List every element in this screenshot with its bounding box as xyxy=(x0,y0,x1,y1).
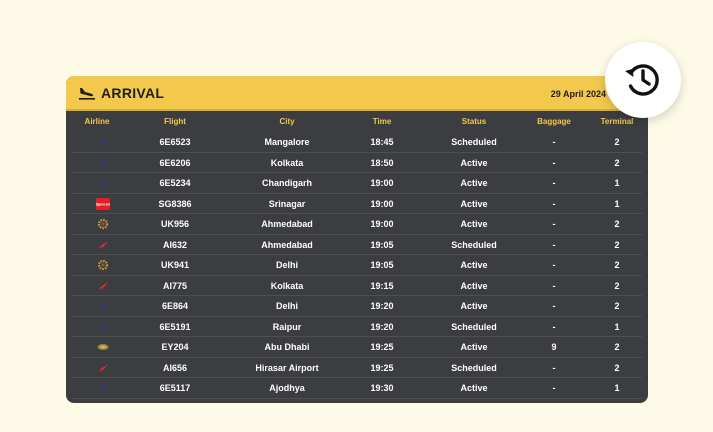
city: Ahmedabad xyxy=(261,219,313,229)
baggage: - xyxy=(552,137,556,147)
terminal: 2 xyxy=(614,362,620,373)
arrival-board xyxy=(66,76,648,403)
baggage: - xyxy=(552,301,556,311)
etihad-logo-icon xyxy=(96,340,110,354)
city: Mangalore xyxy=(264,137,310,147)
city: Delhi xyxy=(275,260,298,270)
spicejet-logo-icon xyxy=(96,197,110,211)
status: Active xyxy=(460,178,488,188)
arrival-time: 19:20 xyxy=(370,321,394,332)
flight-number: 6E5191 xyxy=(159,321,191,332)
city: Abu Dhabi xyxy=(264,342,310,352)
col-flight: Flight xyxy=(164,117,186,126)
baggage: - xyxy=(552,198,556,209)
table-row xyxy=(72,358,642,379)
status: Scheduled xyxy=(451,137,497,147)
arrival-time: 19:00 xyxy=(370,198,394,209)
air-india-logo-icon xyxy=(96,279,110,293)
city: Chandigarh xyxy=(261,178,312,188)
indigo-logo-icon xyxy=(96,156,110,170)
flight-number: 6E6206 xyxy=(159,157,191,168)
flight-number: AI775 xyxy=(162,280,188,291)
col-baggage: Baggage xyxy=(537,117,571,126)
indigo-logo-icon xyxy=(96,135,110,149)
arrival-time: 19:00 xyxy=(370,178,394,188)
baggage: - xyxy=(552,383,556,393)
flight-number: AI632 xyxy=(162,239,188,250)
flight-number: 6E6523 xyxy=(159,137,191,147)
table-row xyxy=(72,276,642,297)
baggage: - xyxy=(552,362,556,373)
table-row xyxy=(72,214,642,235)
city: Kolkata xyxy=(270,157,304,168)
table-row xyxy=(72,255,642,276)
arrival-time: 18:45 xyxy=(370,137,394,147)
flight-number: AI656 xyxy=(162,362,188,373)
baggage: - xyxy=(552,260,556,270)
air-india-logo-icon xyxy=(96,238,110,252)
table-row xyxy=(72,132,642,153)
indigo-logo-icon xyxy=(96,299,110,313)
air-india-logo-icon xyxy=(96,361,110,375)
terminal: 2 xyxy=(614,301,620,311)
flight-number: SG8386 xyxy=(158,198,192,209)
col-city: City xyxy=(279,117,295,126)
arrival-time: 19:30 xyxy=(370,383,394,393)
arrival-time: 19:00 xyxy=(370,219,394,229)
city: Ahmedabad xyxy=(261,239,313,250)
table-row xyxy=(72,194,642,215)
status: Active xyxy=(460,157,488,168)
arrival-time: 18:50 xyxy=(370,157,394,168)
baggage: - xyxy=(552,321,556,332)
col-status: Status xyxy=(461,117,487,126)
terminal: 1 xyxy=(614,383,620,393)
flight-number: 6E5234 xyxy=(159,178,191,188)
arrival-time: 19:05 xyxy=(370,239,394,250)
table-row xyxy=(72,153,642,174)
table-row xyxy=(72,235,642,256)
arrival-time: 19:05 xyxy=(370,260,394,270)
flight-number: 6E864 xyxy=(161,301,189,311)
col-airline: Airline xyxy=(84,117,110,126)
table-row xyxy=(72,317,642,338)
city: Hirasar Airport xyxy=(255,362,319,373)
terminal: 2 xyxy=(614,137,620,147)
spicejet-logo-text: SpiceJet xyxy=(96,202,110,207)
status: Active xyxy=(460,280,488,291)
table-row xyxy=(72,296,642,317)
baggage: - xyxy=(552,239,556,250)
refresh-button[interactable] xyxy=(605,42,681,118)
column-headers xyxy=(66,113,648,132)
city: Srinagar xyxy=(268,198,306,209)
status: Scheduled xyxy=(451,362,497,373)
indigo-logo-icon xyxy=(96,381,110,395)
arrival-time: 19:15 xyxy=(370,280,394,291)
status: Active xyxy=(460,198,488,209)
table-row xyxy=(72,173,642,194)
flight-number: UK941 xyxy=(160,260,189,270)
plane-landing-icon xyxy=(78,85,96,101)
page-title: ARRIVAL xyxy=(101,85,165,101)
status: Scheduled xyxy=(451,239,497,250)
indigo-logo-icon xyxy=(96,320,110,334)
col-terminal: Terminal xyxy=(600,117,634,126)
terminal: 1 xyxy=(614,321,620,332)
arrival-time: 19:25 xyxy=(370,342,394,352)
terminal: 2 xyxy=(614,219,620,229)
status: Active xyxy=(460,383,488,393)
baggage: - xyxy=(552,219,556,229)
terminal: 2 xyxy=(614,280,620,291)
indigo-logo-icon xyxy=(96,176,110,190)
status: Active xyxy=(460,301,488,311)
city: Raipur xyxy=(272,321,302,332)
table-row xyxy=(72,378,642,399)
col-time: Time xyxy=(372,117,392,126)
status: Active xyxy=(460,260,488,270)
status: Active xyxy=(460,219,488,229)
flight-number: UK956 xyxy=(160,219,189,229)
vistara-logo-icon xyxy=(96,258,110,272)
status: Active xyxy=(460,342,488,352)
baggage: - xyxy=(552,157,556,168)
city: Delhi xyxy=(275,301,298,311)
terminal: 2 xyxy=(614,157,620,168)
terminal: 2 xyxy=(614,239,620,250)
terminal: 1 xyxy=(614,178,620,188)
board-date: 29 April 2024 xyxy=(550,89,606,99)
city: Ajodhya xyxy=(269,383,305,393)
flight-number: EY204 xyxy=(161,342,189,352)
baggage: - xyxy=(552,280,556,291)
refresh-clock-icon xyxy=(622,59,664,101)
board-header xyxy=(66,76,648,111)
status: Scheduled xyxy=(451,321,497,332)
baggage: 9 xyxy=(551,342,557,352)
terminal: 2 xyxy=(614,342,620,352)
city: Kolkata xyxy=(270,280,304,291)
terminal: 2 xyxy=(614,260,620,270)
table-row xyxy=(72,337,642,358)
terminal: 1 xyxy=(614,198,620,209)
flight-number: 6E5117 xyxy=(159,383,191,393)
arrival-time: 19:25 xyxy=(370,362,394,373)
arrival-time: 19:20 xyxy=(370,301,394,311)
baggage: - xyxy=(552,178,556,188)
vistara-logo-icon xyxy=(96,217,110,231)
